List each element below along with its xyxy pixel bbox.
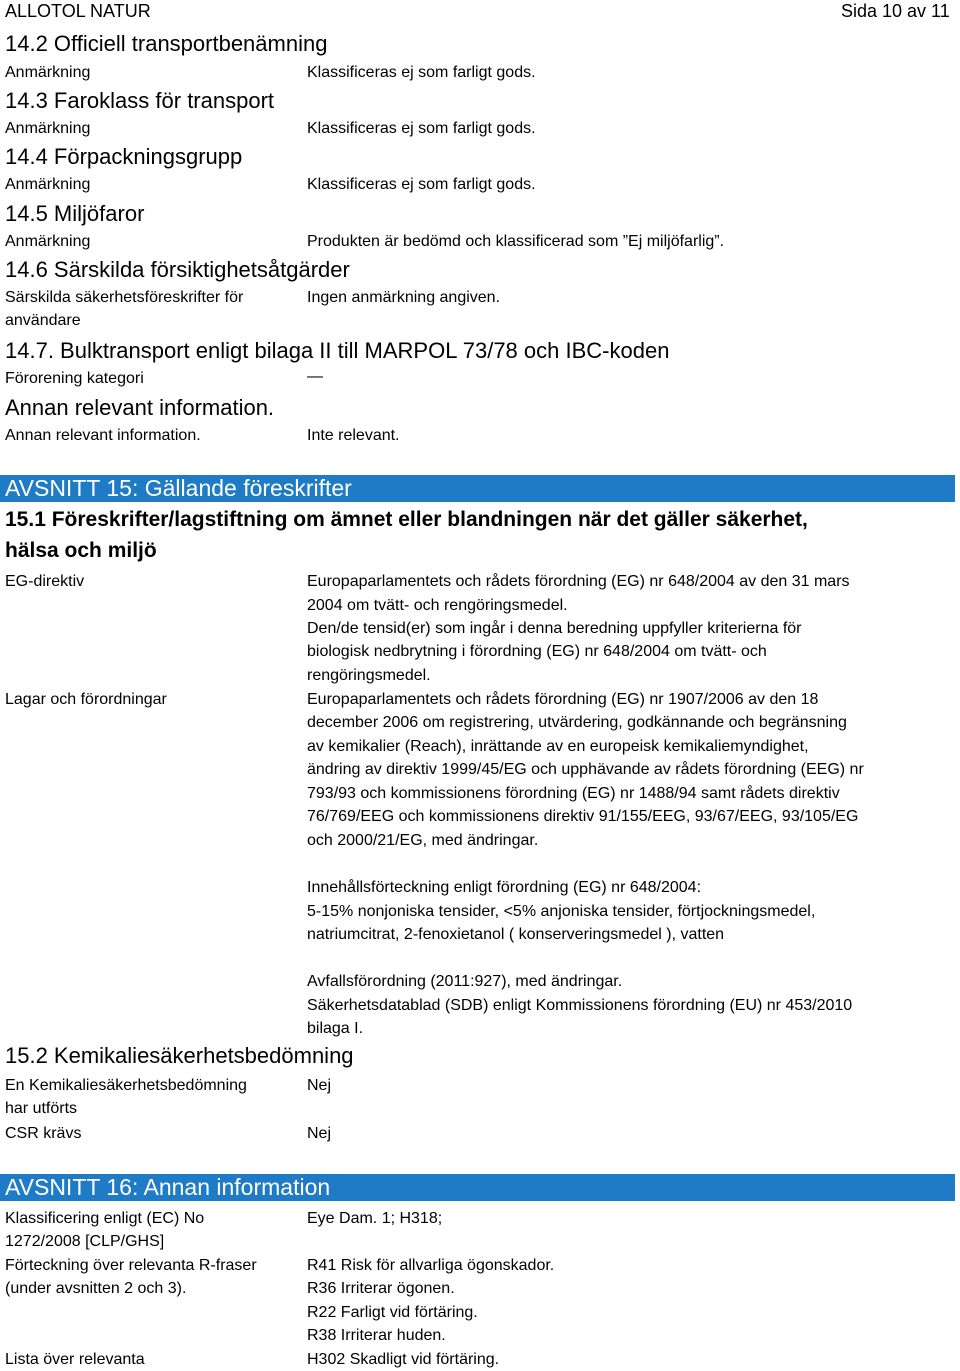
laws-text-line5: 793/93 och kommissionens förordning (EG) nr 1488/94 samt rådets direktiv [307, 785, 840, 802]
r-phrase-item: R41 Risk för allvarliga ögonskador. [307, 1257, 555, 1274]
section-14-5-value: Produkten är bedömd och klassificerad som ”Ej miljöfarlig”. [307, 233, 725, 250]
laws-label: Lagar och förordningar [5, 691, 167, 708]
classification-label-line2: 1272/2008 [CLP/GHS] [5, 1233, 165, 1250]
waste-line2: Säkerhetsdatablad (SDB) enligt Kommissionens förordning (EU) nr 453/2010 [307, 997, 853, 1014]
eg-directive-text-line2: 2004 om tvätt- och rengöringsmedel. [307, 597, 568, 614]
section-14-5-title: 14.5 Miljöfaror [5, 201, 145, 226]
eg-directive-text-line3: Den/de tensid(er) som ingår i denna beredning uppfyller kriterierna för [307, 620, 802, 637]
eg-directive-label: EG-direktiv [5, 573, 85, 590]
product-name: ALLOTOL NATUR [5, 1, 151, 21]
section-14-6-value: Ingen anmärkning angiven. [307, 289, 501, 306]
section-14-4-title: 14.4 Förpackningsgrupp [5, 144, 243, 169]
eg-directive-text-line5: rengöringsmedel. [307, 667, 431, 684]
r-phrase-item: R36 Irriterar ögonen. [307, 1280, 455, 1297]
section-14-4-label: Anmärkning [5, 176, 91, 193]
csr-label: CSR krävs [5, 1125, 82, 1142]
other-info-title: Annan relevant information. [5, 395, 275, 420]
section-14-7-title: 14.7. Bulktransport enligt bilaga II till MARPOL 73/78 och IBC-koden [5, 338, 670, 363]
section-14-2-label: Anmärkning [5, 64, 91, 81]
section-14-7-value: — [307, 368, 323, 385]
classification-label-line1: Klassificering enligt (EC) No [5, 1210, 205, 1227]
eg-directive-text-line1: Europaparlamentets och rådets förordning (EG) nr 648/2004 av den 31 mars [307, 573, 850, 590]
waste-line1: Avfallsförordning (2011:927), med ändringar. [307, 973, 623, 990]
r-phrase-item: R38 Irriterar huden. [307, 1327, 446, 1344]
section-15-1-title-line1: 15.1 Föreskrifter/lagstiftning om ämnet eller blandningen när det gäller säkerhet, [5, 508, 808, 531]
laws-text-line6: 76/769/EEG och kommissionens direktiv 91/155/EEG, 93/67/EEG, 93/105/EG [307, 808, 859, 825]
section-14-4-value: Klassificeras ej som farligt gods. [307, 176, 536, 193]
other-info-label: Annan relevant information. [5, 427, 201, 444]
laws-text-line3: av kemikalier (Reach), inrättande av en europeisk kemikaliemyndighet, [307, 738, 809, 755]
ingredients-line1: Innehållsförteckning enligt förordning (EG) nr 648/2004: [307, 879, 702, 896]
section-16-band: AVSNITT 16: Annan information [0, 1174, 955, 1201]
r-phrase-item: R22 Farligt vid förtäring. [307, 1304, 478, 1321]
section-15-1-title-line2: hälsa och miljö [5, 539, 157, 562]
section-14-3-title: 14.3 Faroklass för transport [5, 88, 275, 113]
csa-value: Nej [307, 1077, 332, 1094]
section-14-2-value: Klassificeras ej som farligt gods. [307, 64, 536, 81]
laws-text-line4: ändring av direktiv 1999/45/EG och upphävande av rådets förordning (EEG) nr [307, 761, 864, 778]
section-14-3-label: Anmärkning [5, 120, 91, 137]
laws-text-line2: december 2006 om registrering, utvärdering, godkännande och begränsning [307, 714, 847, 731]
laws-text-line7: och 2000/21/EG, med ändringar. [307, 832, 539, 849]
section-14-6-label-line1: Särskilda säkerhetsföreskrifter för [5, 289, 244, 306]
csa-label-line1: En Kemikaliesäkerhetsbedömning [5, 1077, 247, 1094]
section-14-7-label: Förorening kategori [5, 370, 144, 387]
laws-text-line1: Europaparlamentets och rådets förordning (EG) nr 1907/2006 av den 18 [307, 691, 819, 708]
section-15-band: AVSNITT 15: Gällande föreskrifter [0, 475, 955, 502]
section-14-6-title: 14.6 Särskilda försiktighetsåtgärder [5, 257, 350, 282]
eg-directive-text-line4: biologisk nedbrytning i förordning (EG) nr 648/2004 om tvätt- och [307, 643, 767, 660]
r-phrases-label-line2: (under avsnitten 2 och 3). [5, 1280, 187, 1297]
section-15-2-title: 15.2 Kemikaliesäkerhetsbedömning [5, 1043, 354, 1068]
ingredients-line3: natriumcitrat, 2-fenoxietanol ( konserveringsmedel ), vatten [307, 926, 725, 943]
waste-line3: bilaga I. [307, 1020, 364, 1037]
csa-label-line2: har utförts [5, 1100, 78, 1117]
csr-value: Nej [307, 1125, 332, 1142]
ingredients-line2: 5-15% nonjoniska tensider, <5% anjoniska tensider, förtjockningsmedel, [307, 903, 816, 920]
section-14-6-label-line2: användare [5, 312, 81, 329]
classification-value: Eye Dam. 1; H318; [307, 1210, 443, 1227]
page-number: Sida 10 av 11 [841, 1, 950, 21]
section-14-2-title: 14.2 Officiell transportbenämning [5, 31, 328, 56]
h-statements-label: Lista över relevanta [5, 1351, 145, 1368]
r-phrases-label-line1: Förteckning över relevanta R-fraser [5, 1257, 257, 1274]
h-statement-item: H302 Skadligt vid förtäring. [307, 1351, 500, 1368]
section-14-5-label: Anmärkning [5, 233, 91, 250]
other-info-value: Inte relevant. [307, 427, 400, 444]
section-14-3-value: Klassificeras ej som farligt gods. [307, 120, 536, 137]
